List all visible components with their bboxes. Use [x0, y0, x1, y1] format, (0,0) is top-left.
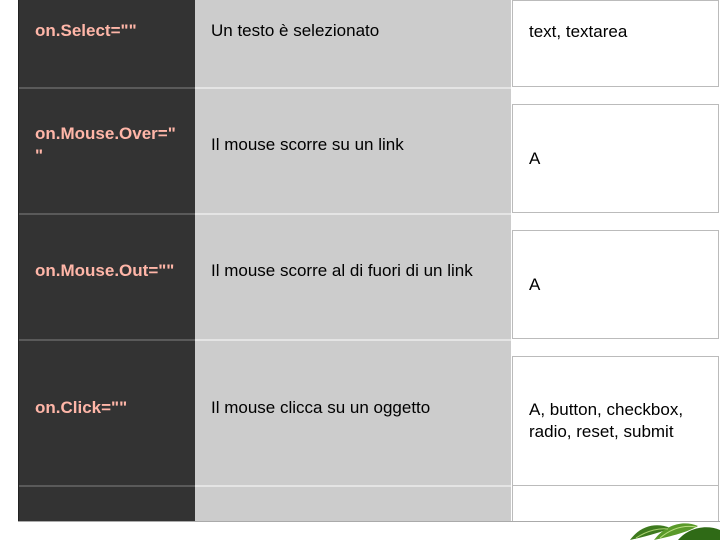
description-cell-onselect: Un testo è selezionato: [211, 21, 380, 40]
tags-cell-onselect: text, textarea: [512, 0, 719, 87]
tags-cell-onmouseover: A: [512, 104, 719, 213]
row-separator: [19, 339, 511, 341]
event-cell-onselect: on.Select="": [35, 21, 137, 40]
tags-cell-empty: [512, 486, 719, 522]
description-cell-onclick: Il mouse clicca su un oggetto: [211, 398, 431, 417]
row-separator: [19, 87, 511, 89]
table-bottom-border: [18, 521, 720, 522]
event-cell-onclick: on.Click="": [35, 398, 128, 417]
description-cell-onmouseout: Il mouse scorre al di fuori di un link: [211, 261, 473, 280]
description-cell-onmouseover: Il mouse scorre su un link: [211, 135, 404, 154]
event-cell-onmouseover: on.Mouse.Over=" ": [35, 124, 176, 165]
row-separator: [19, 485, 511, 487]
leaf-icon: [626, 518, 720, 540]
event-cell-onmouseout: on.Mouse.Out="": [35, 261, 175, 280]
tags-cell-onclick: A, button, checkbox, radio, reset, submit: [512, 356, 719, 486]
row-separator: [19, 213, 511, 215]
tags-cell-onmouseout: A: [512, 230, 719, 339]
